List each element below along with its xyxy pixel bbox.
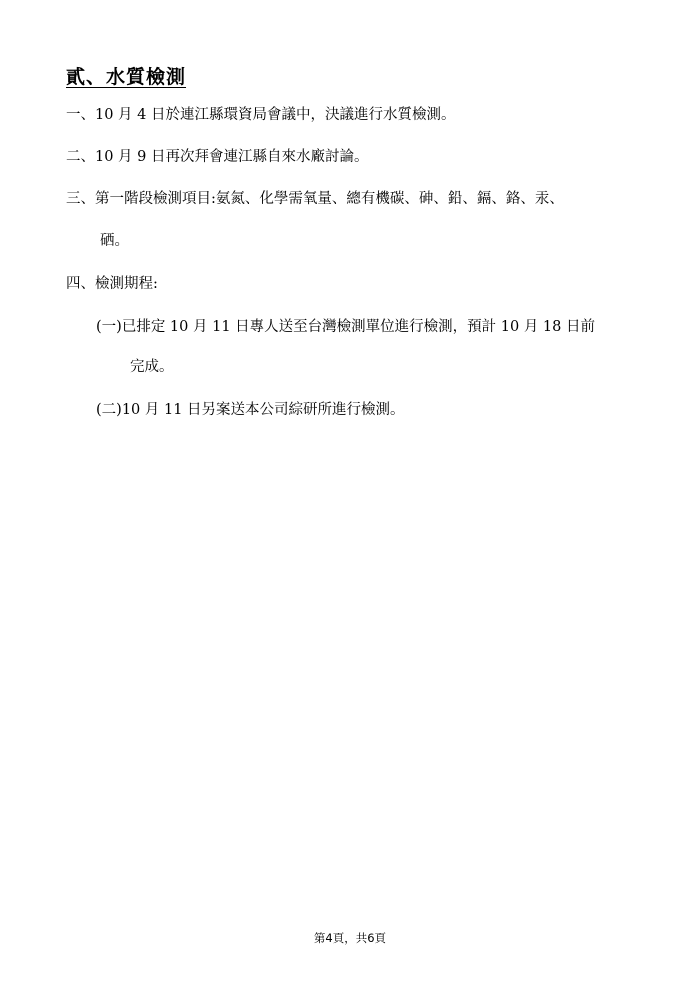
page-footer: 第4頁，共6頁 [313,931,387,945]
item-4-sub-1-continuation: 完成。 [130,359,174,375]
section-title: 貳、水質檢測 [66,66,187,88]
item-1: 一、10 月 4 日於連江縣環資局會議中，決議進行水質檢測。 [66,107,456,123]
item-4: 四、檢測期程: [66,276,158,292]
item-3: 三、第一階段檢測項目:氨氮、化學需氧量、總有機碳、砷、鉛、鎘、鉻、汞、 [66,191,564,207]
item-2: 二、10 月 9 日再次拜會連江縣自來水廠討論。 [66,149,369,165]
item-4-sub-1: (一)已排定 10 月 11 日專人送至台灣檢測單位進行檢測，預計 10 月 18 日前 [96,319,595,335]
item-4-sub-2: (二)10 月 11 日另案送本公司綜研所進行檢測。 [96,402,405,418]
item-3-continuation: 硒。 [100,233,129,249]
